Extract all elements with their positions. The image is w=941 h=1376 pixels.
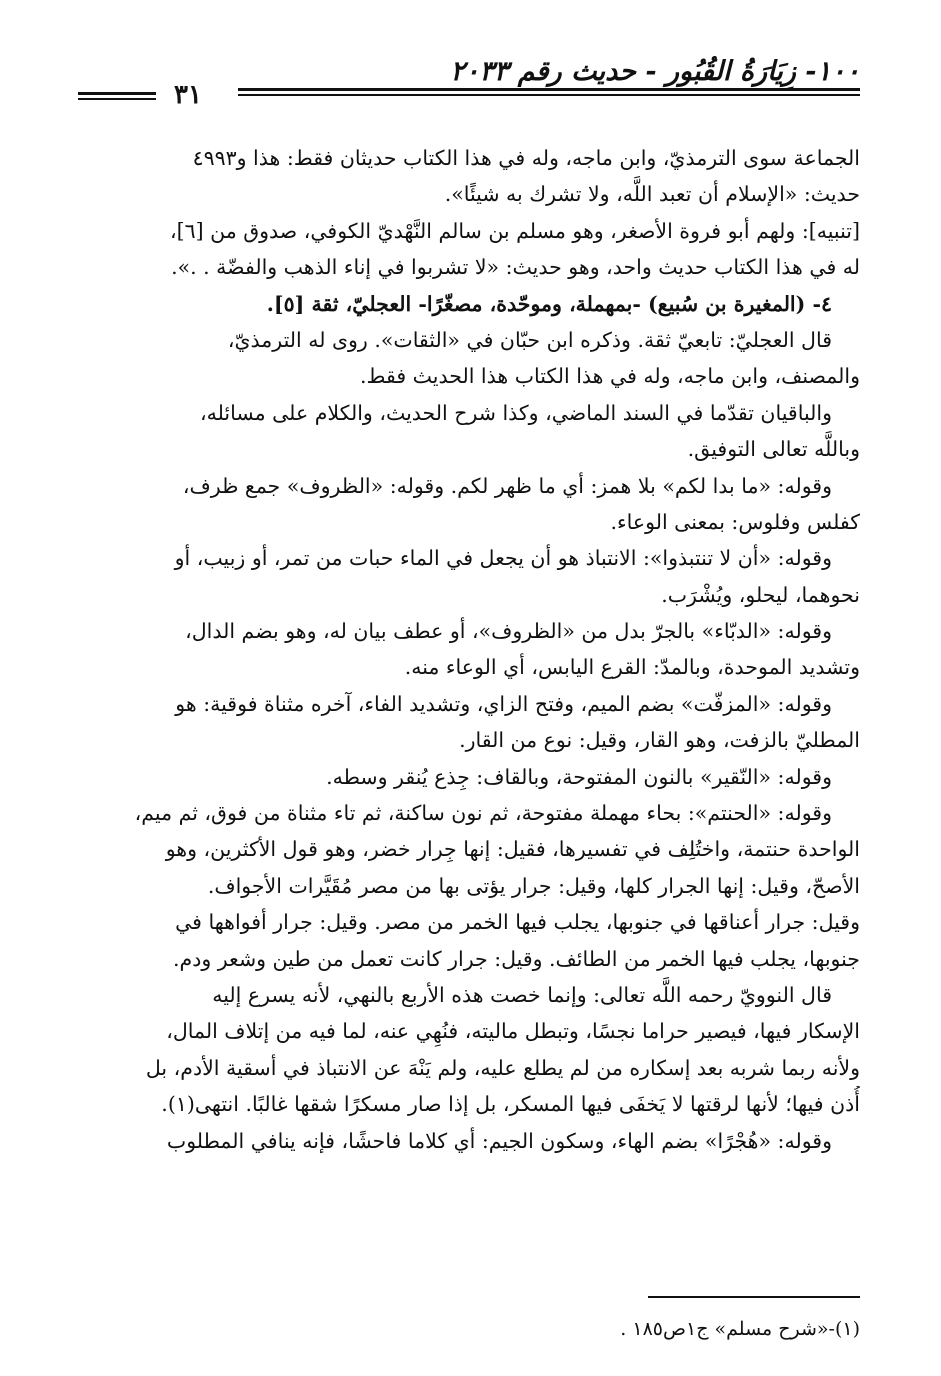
text-line: قال العجليّ: تابعيّ ثقة. وذكره ابن حبّان في «الثقات». روى له الترمذيّ،: [227, 327, 832, 352]
narrator-heading: ٤- (المغيرة بن سُبيع) -بمهملة، وموحّدة، مصغّرًا- العجليّ، ثقة [٥].: [266, 291, 832, 316]
text-line: نحوهما، ليحلو، ويُشْرَب.: [661, 582, 860, 607]
text-line: وقوله: «ما بدا لكم» بلا همز: أي ما ظهر لكم. وقوله: «الظروف» جمع ظرف،: [182, 473, 832, 498]
page-number: ٣١: [174, 80, 202, 110]
text-line: وباللَّه تعالى التوفيق.: [687, 437, 860, 462]
footnote-rule: [648, 1296, 860, 1298]
text-line: وقوله: «المزفّت» بضم الميم، وفتح الزاي، وتشديد الفاء، آخره مثناة فوقية: هو: [175, 691, 832, 716]
running-header: [78, 50, 860, 120]
text-line: له في هذا الكتاب حديث واحد، وهو حديث: «لا تشربوا في إناء الذهب والفضّة . .».: [171, 255, 860, 280]
text-line: المطليّ بالزفت، وهو القار، وقيل: نوع من القار.: [459, 728, 860, 753]
text-line: وقوله: «أن لا تنتبذوا»: الانتباذ هو أن يجعل في الماء حبات من تمر، أو زبيب، أو: [174, 546, 832, 571]
text-line: حديث: «الإسلام أن تعبد اللَّه، ولا تشرك به شيئًا».: [444, 182, 860, 207]
text-line: كفلس وفلوس: بمعنى الوعاء.: [610, 509, 860, 534]
text-line: والمصنف، وابن ماجه، وله في هذا الكتاب هذا الحديث فقط.: [359, 364, 860, 389]
text-line: وقوله: «هُجْرًا» بضم الهاء، وسكون الجيم: أي كلاما فاحشًا، فإنه ينافي المطلوب: [166, 1128, 832, 1153]
header-rule-left: [78, 92, 156, 95]
header-rule: [238, 94, 860, 96]
footnote: (١)-«شرح مسلم» ج١ص١٨٥ .: [620, 1318, 860, 1340]
text-line: وقوله: «النّقير» بالنون المفتوحة، وبالقاف: جِذع يُنقر وسطه.: [326, 764, 832, 789]
header-rule-left: [78, 98, 156, 100]
header-rule: [238, 88, 860, 91]
text-line: وقوله: «الدبّاء» بالجرّ بدل من «الظروف»، أو عطف بيان له، وهو بضم الدال،: [185, 619, 832, 644]
text-line: جنوبها، يجلب فيها الخمر من الطائف. وقيل: جرار كانت تعمل من طين وشعر ودم.: [172, 946, 860, 971]
text-line: والباقيان تقدّما في السند الماضي، وكذا شرح الحديث، والكلام على مسائله،: [199, 400, 832, 425]
text-line: الجماعة سوى الترمذيّ، وابن ماجه، وله في هذا الكتاب حديثان فقط: هذا و٤٩٩٣: [192, 146, 860, 170]
text-line: وقيل: جرار أعناقها في جنوبها، يجلب فيها الخمر من مصر. وقيل: جرار أفواهها في: [175, 910, 860, 935]
text-line: [تنبيه]: ولهم أبو فروة الأصغر، وهو مسلم بن سالم النَّهْديّ الكوفي، صدوق من [٦]،: [169, 218, 860, 243]
text-line: الواحدة حنتمة، واختُلِف في تفسيرها، فقيل: إنها جِرار خضر، وهو قول الأكثرين، وهو: [165, 837, 860, 862]
text-line: الأصحّ، وقيل: إنها الجرار كلها، وقيل: جرار يؤتى بها من مصر مُقَيَّرات الأجواف.: [207, 873, 860, 898]
text-line: وتشديد الموحدة، وبالمدّ: القرع اليابس، أي الوعاء منه.: [404, 655, 860, 680]
text-line: الإسكار فيها، فيصير حراما نجسًا، وتبطل ماليته، فنُهِي عنه، لما فيه من إتلاف المال،: [166, 1019, 860, 1044]
main-text: [80, 140, 860, 1159]
chapter-title: ١٠٠- زِيَارَةُ القُبُور - حديث رقم ٢٠٣٣: [450, 56, 860, 87]
text-line: ولأنه ربما شربه بعد إسكاره من لم يطلع عليه، ولم يَنْهَ عن الانتباذ في أسقية الأدم، بل: [145, 1055, 860, 1080]
text-line: أُذن فيها؛ لأنها لرقتها لا يَخفَى فيها المسكر، بل إذا صار مسكرًا شقها غالبًا. انتهى(١).: [161, 1092, 860, 1117]
text-line: وقوله: «الحنتم»: بحاء مهملة مفتوحة، ثم نون ساكنة، ثم تاء مثناة من فوق، ثم ميم،: [134, 801, 832, 826]
text-line: قال النوويّ رحمه اللَّه تعالى: وإنما خصت هذه الأربع بالنهي، لأنه يسرع إليه: [212, 982, 832, 1007]
